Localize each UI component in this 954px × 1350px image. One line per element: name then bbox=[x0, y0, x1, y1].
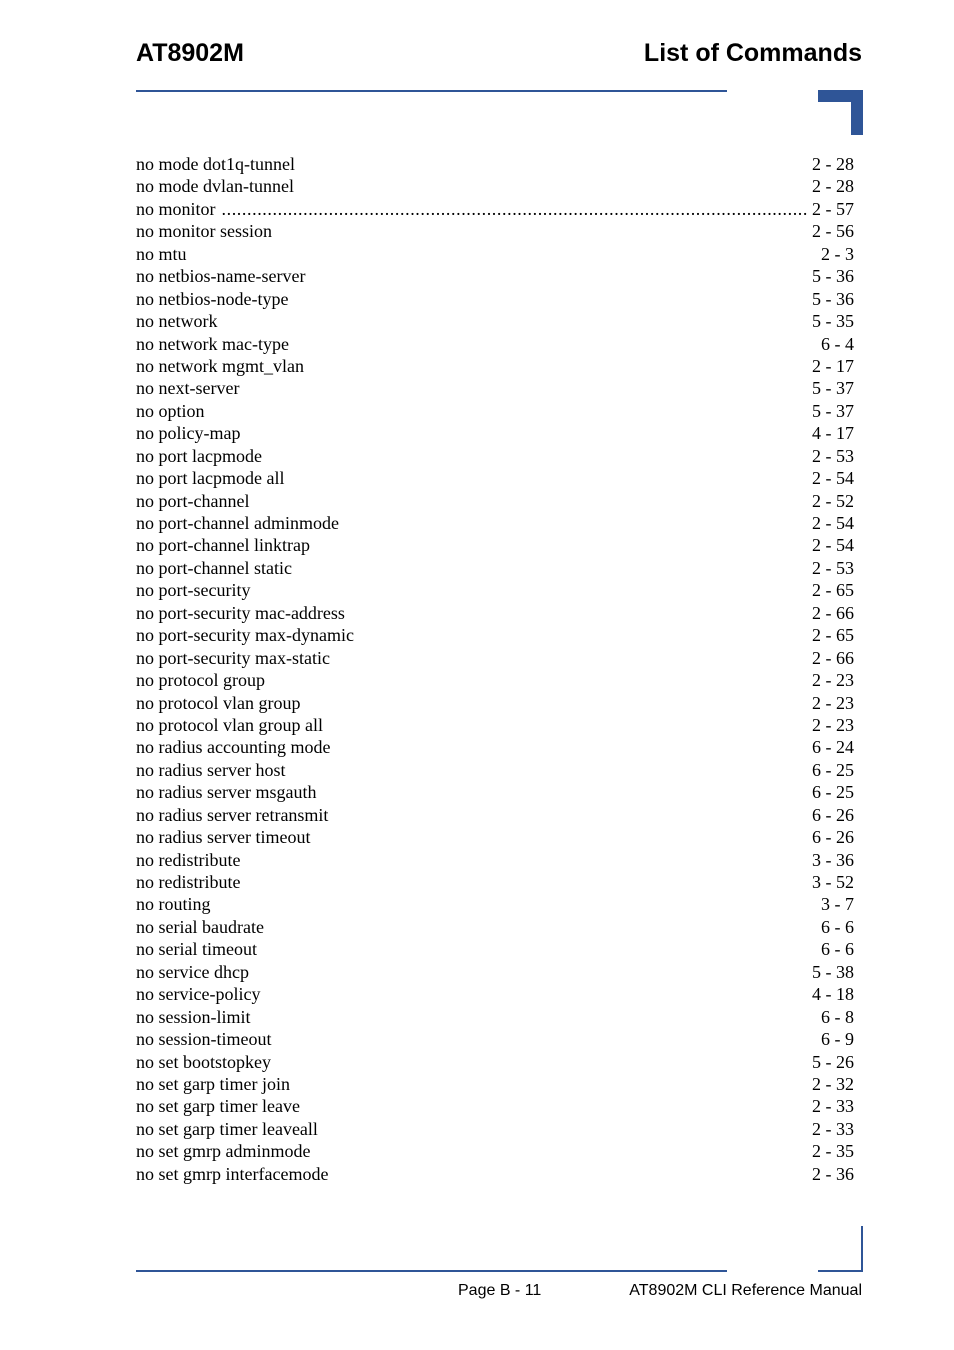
footer-page-number: Page B - 11 bbox=[458, 1282, 542, 1299]
command-name: no set garp timer join bbox=[136, 1073, 290, 1094]
command-name: no set bootstopkey bbox=[136, 1051, 271, 1072]
corner-mark-bottom bbox=[818, 1226, 863, 1272]
command-name: no mtu bbox=[136, 243, 187, 264]
command-name: no serial timeout bbox=[136, 939, 257, 960]
command-name: no next-server bbox=[136, 378, 240, 399]
footer-rule bbox=[136, 1270, 727, 1272]
page-reference: 2 - 33 bbox=[812, 1096, 854, 1117]
command-name: no mode dot1q-tunnel bbox=[136, 154, 295, 174]
command-name: no radius server host bbox=[136, 759, 286, 780]
page-reference: 4 - 18 bbox=[812, 984, 854, 1005]
command-name: no protocol group bbox=[136, 670, 265, 691]
command-name: no service dhcp bbox=[136, 961, 249, 982]
index-entry bbox=[136, 1095, 854, 1117]
index-entry bbox=[136, 669, 854, 691]
index-entry bbox=[136, 198, 854, 220]
index-entry bbox=[136, 1073, 854, 1095]
index-entry bbox=[136, 983, 854, 1005]
command-name: no protocol vlan group bbox=[136, 692, 301, 713]
page-reference: 2 - 53 bbox=[812, 557, 854, 578]
index-entry bbox=[136, 916, 854, 938]
index-entry bbox=[136, 400, 854, 422]
index-entry bbox=[136, 647, 854, 669]
page-reference: 2 - 52 bbox=[812, 490, 854, 511]
index-entry bbox=[136, 961, 854, 983]
page-reference: 6 - 9 bbox=[821, 1029, 854, 1050]
index-entry bbox=[136, 288, 854, 310]
page-reference: 6 - 4 bbox=[821, 333, 854, 354]
page-reference: 2 - 28 bbox=[812, 154, 854, 174]
page-reference: 3 - 7 bbox=[821, 894, 854, 915]
page-reference: 2 - 57 bbox=[812, 198, 854, 219]
command-name: no network bbox=[136, 311, 218, 332]
command-name: no port-channel adminmode bbox=[136, 513, 339, 533]
index-entry bbox=[136, 220, 854, 242]
index-entry bbox=[136, 333, 854, 355]
command-name: no policy-map bbox=[136, 423, 241, 444]
index-entry bbox=[136, 579, 854, 601]
command-name: no port lacpmode bbox=[136, 445, 262, 466]
index-entry bbox=[136, 1051, 854, 1073]
index-entry bbox=[136, 512, 854, 534]
command-name: no mode dvlan-tunnel bbox=[136, 176, 294, 197]
index-entry bbox=[136, 310, 854, 332]
index-entry bbox=[136, 826, 854, 848]
index-entry bbox=[136, 781, 854, 803]
index-entry bbox=[136, 871, 854, 893]
command-name: no port-channel static bbox=[136, 557, 292, 578]
index-entry bbox=[136, 1028, 854, 1050]
corner-mark-top bbox=[818, 90, 863, 135]
command-name: no redistribute bbox=[136, 872, 241, 892]
header-rule bbox=[136, 90, 727, 92]
page-reference: 4 - 17 bbox=[812, 423, 854, 444]
page-reference: 2 - 35 bbox=[812, 1141, 854, 1162]
command-name: no netbios-node-type bbox=[136, 288, 289, 309]
index-entry bbox=[136, 602, 854, 624]
page-reference: 5 - 37 bbox=[812, 378, 854, 399]
index-entry bbox=[136, 893, 854, 915]
page-reference: 2 - 53 bbox=[812, 445, 854, 466]
page-reference: 2 - 54 bbox=[812, 513, 854, 533]
header-product-title: AT8902M bbox=[136, 39, 244, 67]
page-reference: 2 - 3 bbox=[821, 243, 854, 264]
page-reference: 2 - 56 bbox=[812, 221, 854, 242]
index-entry bbox=[136, 265, 854, 287]
dot-leader bbox=[222, 198, 809, 220]
page-reference: 2 - 66 bbox=[812, 647, 854, 668]
index-entry bbox=[136, 1163, 854, 1185]
page-reference: 6 - 6 bbox=[821, 916, 854, 937]
command-name: no port-channel bbox=[136, 490, 250, 511]
command-name: no port-security bbox=[136, 580, 251, 601]
index-entry bbox=[136, 1118, 854, 1140]
page-reference: 2 - 36 bbox=[812, 1163, 854, 1184]
command-name: no port-security max-static bbox=[136, 647, 330, 668]
index-entry bbox=[136, 692, 854, 714]
index-entry bbox=[136, 714, 854, 736]
command-name: no monitor bbox=[136, 198, 216, 219]
command-name: no protocol vlan group all bbox=[136, 714, 323, 735]
command-name: no set garp timer leaveall bbox=[136, 1118, 318, 1139]
index-entry bbox=[136, 422, 854, 444]
page-reference: 5 - 38 bbox=[812, 961, 854, 982]
command-name: no set gmrp interfacemode bbox=[136, 1163, 329, 1184]
command-name: no radius accounting mode bbox=[136, 737, 331, 758]
command-name: no network mgmt_vlan bbox=[136, 355, 304, 376]
corner-mark-bottom-vertical bbox=[861, 1226, 863, 1272]
page-reference: 5 - 36 bbox=[812, 288, 854, 309]
page-reference: 6 - 25 bbox=[812, 759, 854, 780]
page-reference: 2 - 54 bbox=[812, 535, 854, 556]
corner-mark-top-vertical bbox=[851, 90, 863, 135]
command-name: no session-limit bbox=[136, 1006, 251, 1027]
footer-manual-title: AT8902M CLI Reference Manual bbox=[629, 1282, 862, 1299]
page-reference: 6 - 26 bbox=[812, 804, 854, 825]
page-reference: 2 - 33 bbox=[812, 1118, 854, 1139]
index-entry bbox=[136, 467, 854, 489]
index-entry bbox=[136, 243, 854, 265]
command-name: no option bbox=[136, 400, 205, 421]
page-reference: 2 - 65 bbox=[812, 580, 854, 601]
command-name: no session-timeout bbox=[136, 1029, 272, 1050]
page-reference: 2 - 54 bbox=[812, 468, 854, 489]
command-name: no monitor session bbox=[136, 221, 273, 242]
index-entry bbox=[136, 1140, 854, 1162]
index-entry bbox=[136, 804, 854, 826]
page-reference: 2 - 17 bbox=[812, 355, 854, 376]
index-entry bbox=[136, 759, 854, 781]
command-name: no network mac-type bbox=[136, 333, 289, 354]
command-name: no radius server retransmit bbox=[136, 804, 329, 825]
page-reference: 2 - 23 bbox=[812, 692, 854, 713]
page-reference: 6 - 26 bbox=[812, 827, 854, 848]
header-section-title: List of Commands bbox=[643, 39, 862, 67]
command-name: no port-channel linktrap bbox=[136, 535, 310, 556]
index-entry bbox=[136, 557, 854, 579]
command-name: no radius server msgauth bbox=[136, 782, 317, 803]
page-reference: 6 - 6 bbox=[821, 939, 854, 960]
index-entry bbox=[136, 153, 854, 175]
command-name: no set gmrp adminmode bbox=[136, 1141, 311, 1162]
page-reference: 5 - 26 bbox=[812, 1051, 854, 1072]
command-name: no port-security max-dynamic bbox=[136, 625, 354, 646]
page-reference: 2 - 23 bbox=[812, 714, 854, 735]
index-entry bbox=[136, 938, 854, 960]
index-entry bbox=[136, 849, 854, 871]
index-entry bbox=[136, 736, 854, 758]
page-reference: 6 - 25 bbox=[812, 782, 854, 803]
command-index-list bbox=[136, 153, 854, 1185]
page-reference: 5 - 35 bbox=[812, 311, 854, 332]
index-entry bbox=[136, 175, 854, 197]
command-name: no port-security mac-address bbox=[136, 602, 345, 623]
page-reference: 2 - 23 bbox=[812, 670, 854, 691]
page-reference: 5 - 36 bbox=[812, 266, 854, 287]
page-reference: 2 - 66 bbox=[812, 602, 854, 623]
command-name: no redistribute bbox=[136, 849, 241, 870]
page-reference: 2 - 32 bbox=[812, 1073, 854, 1094]
index-entry bbox=[136, 445, 854, 467]
index-entry bbox=[136, 1006, 854, 1028]
command-name: no service-policy bbox=[136, 984, 261, 1005]
command-name: no set garp timer leave bbox=[136, 1096, 300, 1117]
command-name: no serial baudrate bbox=[136, 916, 264, 937]
command-name: no port lacpmode all bbox=[136, 468, 285, 489]
command-name: no netbios-name-server bbox=[136, 266, 306, 287]
index-entry bbox=[136, 624, 854, 646]
index-entry bbox=[136, 377, 854, 399]
page-reference: 2 - 28 bbox=[812, 176, 854, 197]
index-entry bbox=[136, 534, 854, 556]
command-name: no radius server timeout bbox=[136, 827, 311, 848]
corner-mark-bottom-horizontal bbox=[818, 1270, 863, 1272]
page-reference: 6 - 8 bbox=[821, 1006, 854, 1027]
page-reference: 6 - 24 bbox=[812, 737, 854, 758]
index-entry bbox=[136, 490, 854, 512]
page-reference: 2 - 65 bbox=[812, 625, 854, 646]
command-name: no routing bbox=[136, 894, 211, 915]
page-reference: 5 - 37 bbox=[812, 400, 854, 421]
page-reference: 3 - 36 bbox=[812, 849, 854, 870]
index-entry bbox=[136, 355, 854, 377]
page-reference: 3 - 52 bbox=[812, 872, 854, 892]
